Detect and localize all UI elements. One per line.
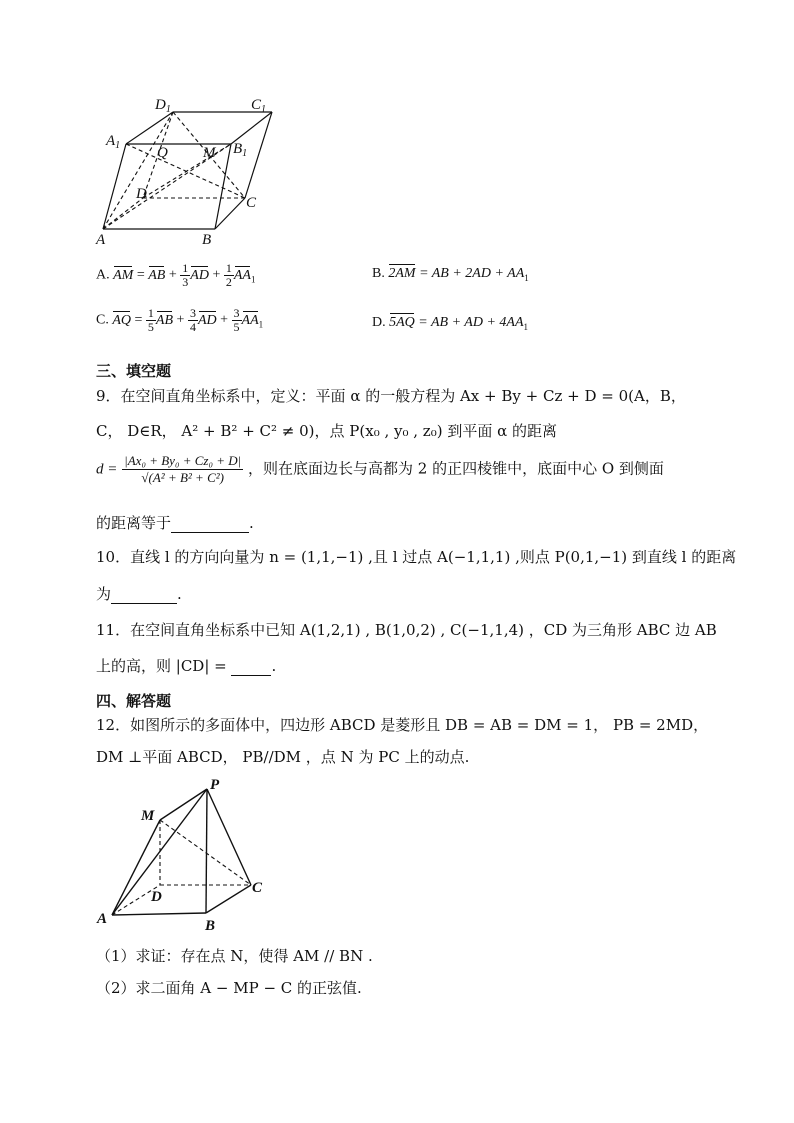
label-A1: $A_1$ bbox=[106, 133, 121, 151]
polyhedron-figure bbox=[94, 775, 284, 933]
label-A: A bbox=[96, 232, 106, 248]
q9-line1: 9．在空间直角坐标系中，定义：平面 α 的一般方程为 Ax + By + Cz + D = 0(A，B， bbox=[96, 387, 686, 405]
q11-line2: 上的高，则 |CD| = . bbox=[96, 657, 277, 675]
label-D: D bbox=[151, 889, 162, 905]
label-B: B bbox=[202, 232, 212, 248]
label-M: M bbox=[141, 808, 155, 824]
label-C: C bbox=[246, 195, 257, 211]
label-D1: $D_1$ bbox=[155, 97, 171, 115]
section-title-fill-blank: 三、填空题 bbox=[96, 362, 172, 380]
option-a: A. AM = AB + $\frac{1}{3}$ AD + $\frac{1}{2}$ $AA_1$ bbox=[96, 261, 256, 289]
q9-formula-line: d = $\frac{\text{|Ax₀ + By₀ + Cz₀ + D|}}{\text{√(A² + B² + C²)}}$ ，则在底面边长与高都为 2 的正四棱锥中，底面中心 O 到侧面 bbox=[96, 453, 664, 485]
q12-line1: 12．如图所示的多面体中，四边形 ABCD 是菱形且 DB = AB = DM = 1， PB = 2MD， bbox=[96, 716, 709, 734]
label-Q: Q bbox=[157, 145, 168, 161]
option-d: D. 5AQ = AB + AD + $4AA_1$ bbox=[372, 315, 529, 332]
option-b: B. 2AM = AB + $2AD + AA_1$ bbox=[372, 266, 529, 283]
option-c: C. AQ = $\frac{1}{5}$ AB + $\frac{3}{4}$ AD + $\frac{3}{5}$ $AA_1$ bbox=[96, 306, 264, 334]
q11-line1: 11．在空间直角坐标系中已知 A(1,2,1) , B(1,0,2) , C(−1,1,4) ，CD 为三角形 ABC 边 AB bbox=[96, 621, 717, 639]
q9-line4: 的距离等于 . bbox=[96, 514, 254, 532]
label-D: D bbox=[136, 186, 147, 202]
q10-line2: 为 . bbox=[96, 585, 182, 603]
parallelepiped-figure bbox=[95, 92, 280, 252]
label-P: P bbox=[210, 777, 220, 793]
q12-part2: （2）求二面角 A − MP − C 的正弦值. bbox=[96, 979, 362, 997]
label-C1: $C_1$ bbox=[251, 97, 267, 115]
label-B1: $B_1$ bbox=[233, 141, 248, 159]
section-title-solve: 四、解答题 bbox=[96, 692, 172, 710]
label-B: B bbox=[205, 918, 216, 933]
label-M: M bbox=[203, 145, 216, 161]
q12-line2: DM ⊥平面 ABCD， PB//DM ，点 N 为 PC 上的动点. bbox=[96, 748, 470, 766]
label-C: C bbox=[252, 880, 263, 896]
q12-part1: （1）求证：存在点 N，使得 AM // BN . bbox=[96, 947, 373, 965]
q9-line2: C， D∈R， A² + B² + C² ≠ 0)，点 P(x₀ , y₀ , z₀) 到平面 α 的距离 bbox=[96, 422, 558, 440]
label-A: A bbox=[97, 911, 108, 927]
q10-line1: 10．直线 l 的方向向量为 n = (1,1,−1) ,且 l 过点 A(−1,1,1) ,则点 P(0,1,−1) 到直线 l 的距离 bbox=[96, 548, 737, 566]
